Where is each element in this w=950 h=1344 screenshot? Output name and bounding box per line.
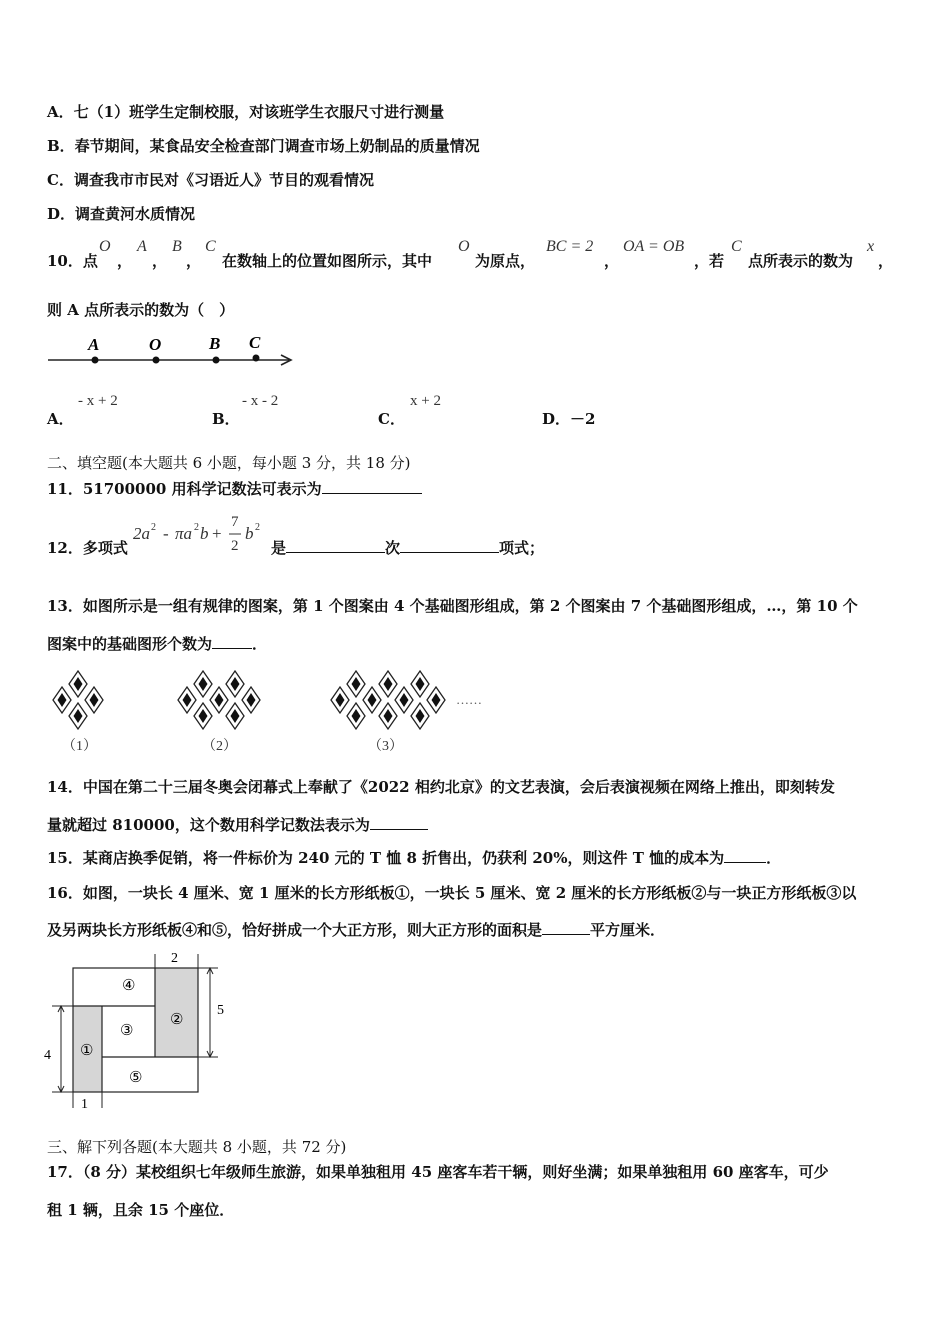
section-3-heading: 三、解下列各题(本大题共 8 小题，共 72 分) [47,1138,347,1156]
pattern-3 [331,671,445,729]
axis-label-b: B [209,334,221,353]
q12-blank-terms [400,538,499,553]
q9-option-b: B．春节期间，某食品安全检查部门调查市场上奶制品的质量情况 [47,137,480,155]
q10-point-o: O [99,238,111,255]
q13-period: ． [252,635,268,653]
q16-line1: 16．如图，一块长 4 厘米、宽 1 厘米的长方形纸板①，一块长 5 厘米、宽 2 厘米的长方形纸板②与一块正方形纸板③以 [47,884,857,902]
q10-point-b: B [172,238,182,255]
point-o-dot [153,357,160,364]
svg-text:2a: 2a [133,524,150,543]
q16-line2 [47,920,665,940]
piece-4-label: ④ [122,978,136,994]
q17-line1: 17．（8 分）某校组织七年级师生旅游，如果单独租用 45 座客车若干辆，则好坐满；如果单独租用 60 座客车，可少 [47,1163,829,1181]
svg-text:-: - [163,524,169,543]
q10-bc-eq: BC = 2 [546,238,594,255]
q10-comma-4: ， [604,252,620,270]
axis-label-o: O [149,335,162,354]
q14-line1: 14．中国在第二十三届冬奥会闭幕式上奉献了《2022 相约北京》的文艺表演，会后表演视频在网络上推出，即刻转发 [47,778,835,796]
dim-1-label: 1 [81,1097,88,1112]
q13-line1: 13．如图所示是一组有规律的图案，第 1 个图案由 4 个基础图形组成，第 2 个图案由 7 个基础图形组成，…，第 10 个 [47,597,858,615]
point-b-dot [213,357,220,364]
pattern-label-1: （1） [62,739,97,754]
q13-pattern-figure [44,664,484,758]
svg-text:+: + [212,524,222,543]
q14-text: 量就超过 810000，这个数用科学记数法表示为 [47,816,370,834]
svg-text:b: b [200,524,209,543]
q11-text: 11．51700000 用科学记数法可表示为 [47,480,322,498]
q10-opt-d: D．－2 [542,410,596,428]
q9-option-a: A．七（1）班学生定制校服，对该班学生衣服尺寸进行测量 [47,103,445,121]
q10-point-a: A [137,238,147,255]
q10-point-c2: C [731,238,742,255]
q16-blank [542,920,590,935]
q13-blank [212,634,252,649]
pattern-2 [178,671,260,729]
q11-blank [322,479,422,494]
q15-end: ． [766,849,782,867]
svg-text:2: 2 [151,522,156,533]
q10-comma-2: ， [152,252,168,270]
q15-text: 15．某商店换季促销，将一件标价为 240 元的 T 恤 8 折售出，仍获利 20%，则这件 T 恤的成本为 [47,849,725,867]
axis-label-a: A [88,335,100,354]
section-2-heading: 二、填空题(本大题共 6 小题，每小题 3 分，共 18 分) [47,454,411,472]
q9-option-c: C．调查我市市民对《习语近人》节目的观看情况 [47,171,374,189]
q10-comma-1: ， [117,252,133,270]
svg-text:2: 2 [255,522,260,533]
q13-text: 图案中的基础图形个数为 [47,635,213,653]
q10-opt-a-label: A． [47,410,74,428]
svg-text:2: 2 [231,538,239,554]
q10-point-c: C [205,238,216,255]
dim-4-label: 4 [44,1048,51,1063]
point-c-dot [253,355,260,362]
q16-end: 平方厘米． [590,921,666,939]
piece-5-label: ⑤ [129,1070,143,1086]
q10-mid2: 为原点， [475,252,536,270]
pattern-1 [53,671,103,729]
q12-polynomial [131,512,271,558]
svg-text:b: b [245,524,254,543]
q13-line2 [47,634,267,654]
pattern-ellipsis: …… [456,692,482,707]
q10-opt-b: - x - 2 [242,393,279,409]
dim-5-label: 5 [217,1003,224,1018]
q10-comma-3: ， [186,252,202,270]
q10-opt-c-label: C． [378,410,405,428]
q16-square-figure [40,946,240,1112]
svg-text:2: 2 [194,522,199,533]
point-a-dot [92,357,99,364]
q16-text: 及另两块长方形纸板④和⑤，恰好拼成一个大正方形，则大正方形的面积是 [47,921,543,939]
q14-blank [370,815,428,830]
q12-is: 是 [271,539,287,557]
q10-oa-eq: OA = OB [623,238,685,255]
q10-x: x [867,238,875,255]
q12-xiangshi: 项式； [499,539,545,557]
number-line-figure [45,332,300,372]
q10-opt-b-label: B． [212,410,240,428]
q10-if: ，若 [694,252,725,270]
svg-text:7: 7 [231,514,239,530]
q10-point-desc: 点所表示的数为 [748,252,854,270]
piece-3-label: ③ [120,1023,134,1039]
q10-question: 则 A 点所表示的数为（ ） [47,301,235,319]
q10-prefix: 10．点 [47,252,98,270]
dim-2-label: 2 [171,951,178,966]
q10-opt-c: x + 2 [410,393,441,409]
q12-answer [271,538,544,558]
q12-prefix: 12．多项式 [47,539,128,557]
q10-comma-5: ， [878,252,894,270]
q10-opt-a: - x + 2 [78,393,118,409]
q11 [47,479,422,499]
q9-option-d: D．调查黄河水质情况 [47,205,196,223]
q12-blank-degree [286,538,385,553]
piece-1-label: ① [80,1043,94,1059]
pattern-label-2: （2） [202,739,237,754]
axis-label-c: C [249,333,261,352]
q15 [47,848,781,868]
piece-2-label: ② [170,1012,184,1028]
q14-line2 [47,815,428,835]
svg-text:πa: πa [175,524,193,543]
q17-line2: 租 1 辆，且余 15 个座位． [47,1201,235,1219]
q15-blank [724,848,766,863]
q10-mid: 在数轴上的位置如图所示，其中 [222,252,433,270]
pattern-label-3: （3） [368,739,403,754]
q10-origin-o: O [458,238,470,255]
q12-ci: 次 [385,539,401,557]
